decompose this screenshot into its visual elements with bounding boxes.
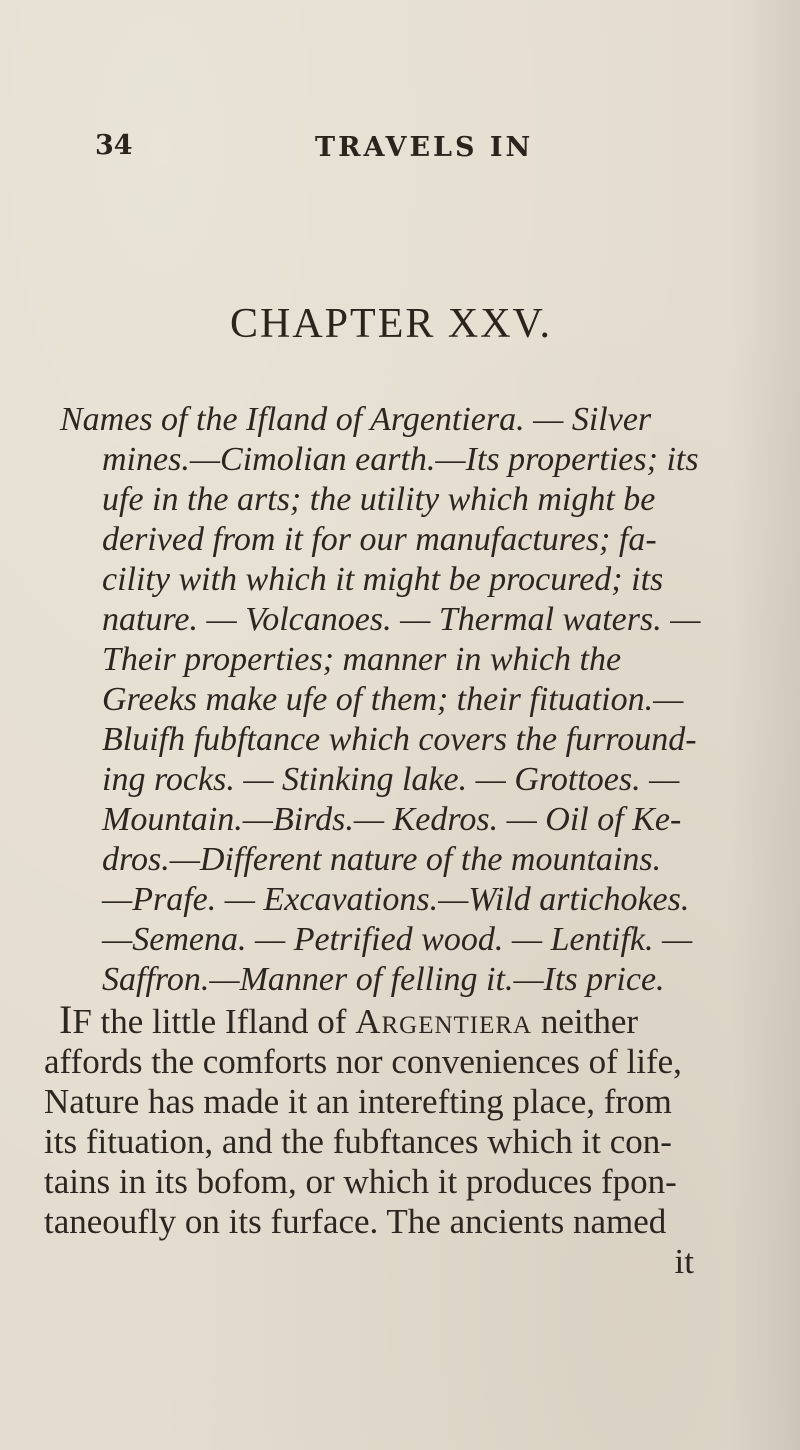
body-line: tains in its bofom, or which it produces fpon- [44,1162,677,1201]
body-line: taneoufly on its furface. The ancients named [44,1202,667,1241]
running-title: TRAVELS IN [315,132,534,163]
summary-line: derived from it for our manufactures; fa- [102,521,657,558]
drop-cap: I [59,997,73,1042]
summary-line: ing rocks. — Stinking lake. — Grottoes. — [102,761,680,798]
summary-line: ufe in the arts; the utility which might be [102,481,656,518]
running-head [95,130,655,170]
body-first-line [44,997,754,1042]
summary-line: Greeks make ufe of them; their fituation.— [102,681,684,718]
summary-line: Mountain.—Birds.— Kedros. — Oil of Ke- [102,801,682,838]
body-line: Nature has made it an interefting place, from [44,1082,672,1121]
body-line: its fituation, and the fubftances which it con- [44,1122,672,1161]
chapter-summary [60,400,760,1000]
body-text [44,997,754,1282]
summary-line: Saffron.—Manner of felling it.—Its price. [102,961,665,998]
summary-line: nature. — Volcanoes. — Thermal waters. — [102,601,701,638]
summary-line: —Prafe. — Excavations.—Wild artichokes. [102,881,690,918]
summary-line: dros.—Different nature of the mountains. [102,841,662,878]
body-first-line-end: neither [532,1002,639,1041]
summary-line: —Semena. — Petrified wood. — Lentifk. — [102,921,693,958]
summary-line: cility with which it might be procured; its [102,561,664,598]
page-number: 34 [95,130,133,161]
catchword: it [674,1242,694,1281]
summary-line: Names of the Ifland of Argentiera. — Silver [60,401,652,438]
island-name: Argentiera [355,1002,533,1041]
summary-line: mines.—Cimolian earth.—Its properties; its [102,441,699,478]
body-first-line-text: F the little Ifland of [72,1002,356,1041]
body-line: affords the comforts nor conveniences of life, [44,1042,682,1081]
summary-line: Bluifh fubftance which covers the furround- [102,721,697,758]
chapter-title: CHAPTER XXV. [230,301,552,347]
summary-line: Their properties; manner in which the [102,641,622,678]
